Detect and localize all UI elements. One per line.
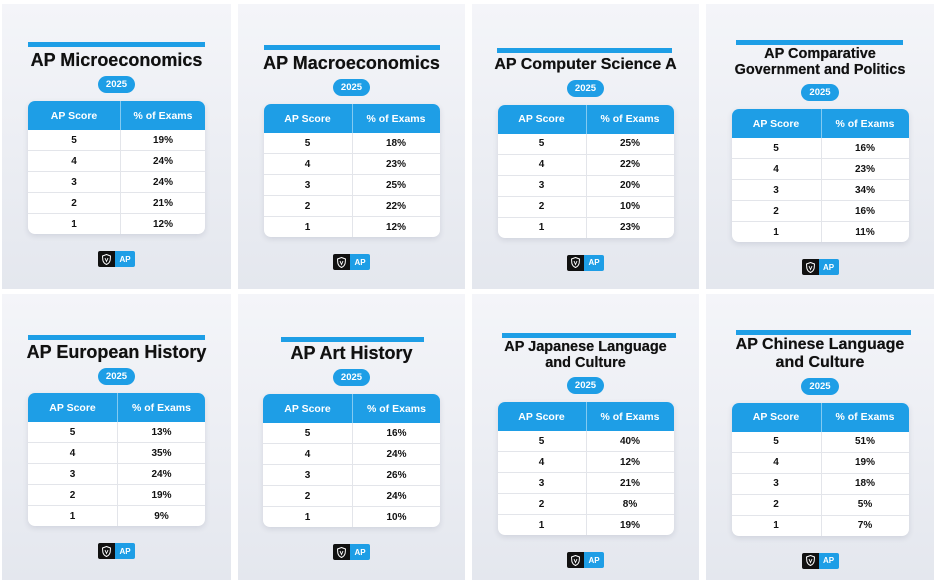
score-table: [732, 109, 909, 242]
college-board-shield-icon: [802, 553, 819, 569]
card-title: [736, 336, 905, 372]
ap-logo-text: AP: [819, 259, 839, 275]
percent-cell: 34%: [821, 180, 909, 200]
year-badge: 2025: [801, 84, 838, 101]
table-row: [732, 432, 909, 452]
table-header: [498, 402, 674, 431]
percent-cell: 12%: [120, 214, 205, 234]
year-badge: 2025: [333, 79, 370, 96]
table-header: [732, 403, 909, 432]
ap-logo-text: AP: [350, 254, 370, 270]
score-cell: 3: [773, 478, 779, 490]
shield-icon: [102, 254, 111, 265]
score-cell: 2: [538, 498, 545, 510]
percent-cell: 24%: [117, 464, 205, 484]
percent-cell: 10%: [352, 507, 440, 527]
header-percent-of-exams: % of Exams: [586, 402, 674, 431]
score-card: [706, 4, 934, 289]
percent-cell: 8%: [586, 494, 674, 514]
shield-icon: [571, 257, 580, 268]
card-title: [735, 46, 906, 78]
year-badge: 2025: [333, 369, 370, 386]
percent-cell: 16%: [352, 423, 440, 443]
score-cell: 4: [538, 456, 545, 468]
percent-cell: 22%: [586, 155, 674, 175]
score-cell: 1: [304, 511, 311, 523]
table-row: [28, 150, 205, 171]
score-cell: 5: [538, 138, 545, 150]
shield-icon: [806, 262, 815, 273]
score-cell: 3: [773, 184, 779, 196]
percent-cell: 18%: [821, 474, 909, 494]
ap-logo-text: AP: [350, 544, 370, 560]
score-cell: 4: [69, 447, 76, 459]
score-table: [264, 104, 440, 237]
card-title: [263, 53, 440, 73]
college-board-shield-icon: [567, 255, 584, 271]
percent-cell: 11%: [821, 222, 909, 242]
table-header: [498, 105, 674, 134]
score-cell: 5: [69, 426, 76, 438]
ap-logo-text: AP: [819, 553, 839, 569]
score-table: [28, 101, 205, 234]
score-card: [238, 4, 465, 289]
percent-cell: 10%: [586, 197, 674, 217]
card-title: [504, 339, 667, 371]
table-row: [28, 484, 205, 505]
score-card: [2, 294, 231, 580]
percent-cell: 24%: [352, 444, 440, 464]
percent-cell: 21%: [586, 473, 674, 493]
table-row: [498, 451, 674, 472]
table-row: [28, 505, 205, 526]
table-row: [498, 217, 674, 238]
percent-cell: 9%: [117, 506, 205, 526]
percent-cell: 21%: [120, 193, 205, 213]
college-board-shield-icon: [98, 251, 115, 267]
table-row: [264, 174, 440, 195]
header-ap-score: AP Score: [518, 113, 565, 126]
score-cell: 5: [304, 427, 311, 439]
header-ap-score: AP Score: [50, 109, 98, 122]
table-row: [732, 138, 909, 158]
table-row: [498, 154, 674, 175]
score-cell: 4: [773, 457, 779, 469]
score-cell: 4: [773, 163, 779, 175]
ap-logo: [333, 544, 370, 560]
header-percent-of-exams: % of Exams: [586, 105, 674, 134]
header-ap-score: AP Score: [284, 402, 331, 415]
year-badge: 2025: [567, 377, 604, 394]
table-row: [28, 463, 205, 484]
header-ap-score: AP Score: [518, 410, 565, 423]
ap-logo-text: AP: [115, 543, 135, 559]
percent-cell: 13%: [117, 422, 205, 442]
year-badge: 2025: [98, 76, 135, 93]
table-row: [732, 494, 909, 515]
table-row: [28, 171, 205, 192]
percent-cell: 25%: [352, 175, 440, 195]
table-row: [28, 192, 205, 213]
percent-cell: 25%: [586, 134, 674, 154]
score-cell: 4: [538, 159, 545, 171]
percent-cell: 24%: [120, 172, 205, 192]
header-percent-of-exams: % of Exams: [120, 101, 205, 130]
table-row: [732, 452, 909, 473]
score-cell: 2: [773, 205, 779, 217]
table-row: [498, 175, 674, 196]
card-title: [31, 50, 203, 70]
percent-cell: 18%: [352, 133, 440, 153]
score-cell: 3: [71, 176, 77, 188]
year-badge: 2025: [801, 378, 838, 395]
table-row: [263, 506, 440, 527]
score-cell: 1: [773, 226, 779, 238]
header-percent-of-exams: % of Exams: [821, 109, 909, 138]
table-row: [498, 472, 674, 493]
table-row: [732, 515, 909, 536]
table-header: [28, 393, 205, 422]
ap-logo-text: AP: [584, 255, 604, 271]
table-row: [264, 133, 440, 153]
score-table: [263, 394, 440, 527]
table-row: [732, 200, 909, 221]
score-cell: 2: [304, 490, 311, 502]
college-board-shield-icon: [333, 544, 350, 560]
percent-cell: 23%: [821, 159, 909, 179]
card-title-line: AP Microeconomics: [30, 50, 203, 70]
card-title-line: AP Macroeconomics: [263, 53, 440, 73]
ap-logo: [567, 255, 604, 271]
header-ap-score: AP Score: [284, 112, 331, 125]
score-cell: 4: [304, 448, 311, 460]
card-title-line: AP Computer Science A: [494, 56, 677, 73]
table-row: [732, 158, 909, 179]
ap-logo: [802, 259, 839, 275]
percent-cell: 19%: [586, 515, 674, 535]
table-row: [264, 216, 440, 237]
percent-cell: 35%: [117, 443, 205, 463]
percent-cell: 23%: [352, 154, 440, 174]
shield-icon: [571, 555, 580, 566]
score-cell: 5: [71, 134, 77, 146]
percent-cell: 20%: [586, 176, 674, 196]
percent-cell: 19%: [117, 485, 205, 505]
ap-logo: [98, 543, 135, 559]
table-row: [498, 493, 674, 514]
score-cell: 2: [69, 489, 76, 501]
score-cell: 1: [773, 520, 779, 532]
percent-cell: 24%: [120, 151, 205, 171]
shield-icon: [102, 546, 111, 557]
card-title-line: Government and Politics: [734, 62, 906, 79]
score-card: [2, 4, 231, 289]
card-title-line: AP Chinese Language: [735, 336, 905, 353]
table-row: [28, 442, 205, 463]
college-board-shield-icon: [333, 254, 350, 270]
score-card: [238, 294, 465, 580]
ap-logo-text: AP: [115, 251, 135, 267]
score-cell: 1: [69, 510, 76, 522]
score-table: [498, 105, 674, 238]
ap-logo: [567, 552, 604, 568]
percent-cell: 51%: [821, 432, 909, 452]
year-badge: 2025: [98, 368, 135, 385]
ap-logo-text: AP: [584, 552, 604, 568]
header-percent-of-exams: % of Exams: [117, 393, 205, 422]
percent-cell: 16%: [821, 138, 909, 158]
score-table: [498, 402, 674, 535]
header-percent-of-exams: % of Exams: [821, 403, 909, 432]
table-row: [264, 153, 440, 174]
score-cell: 5: [538, 435, 545, 447]
card-title-line: AP Japanese Language: [504, 339, 667, 355]
header-ap-score: AP Score: [49, 401, 96, 414]
percent-cell: 24%: [352, 486, 440, 506]
header-ap-score: AP Score: [752, 411, 800, 424]
table-row: [732, 473, 909, 494]
percent-cell: 19%: [821, 453, 909, 473]
card-title-line: AP European History: [26, 342, 207, 362]
table-row: [498, 514, 674, 535]
table-row: [263, 443, 440, 464]
percent-cell: 7%: [821, 516, 909, 536]
score-cell: 1: [304, 221, 311, 233]
ap-logo: [802, 553, 839, 569]
table-row: [28, 422, 205, 442]
card-title-line: AP Comparative: [764, 46, 876, 62]
card-title: [27, 342, 207, 362]
score-cell: 5: [773, 436, 779, 448]
score-cell: 4: [304, 158, 311, 170]
college-board-shield-icon: [802, 259, 819, 275]
score-cell: 3: [304, 469, 311, 481]
score-cell: 3: [304, 179, 311, 191]
score-cell: 5: [773, 142, 779, 154]
table-row: [263, 423, 440, 443]
score-cell: 5: [304, 137, 311, 149]
score-card: [472, 294, 699, 580]
year-badge: 2025: [567, 80, 604, 97]
score-card: [706, 294, 934, 580]
table-row: [498, 431, 674, 451]
score-cell: 1: [538, 222, 545, 234]
table-row: [263, 485, 440, 506]
card-title-line: and Culture: [775, 353, 865, 371]
college-board-shield-icon: [98, 543, 115, 559]
table-header: [263, 394, 440, 423]
score-card: [472, 4, 699, 289]
percent-cell: 16%: [821, 201, 909, 221]
table-row: [732, 179, 909, 200]
card-title: [494, 56, 676, 74]
header-percent-of-exams: % of Exams: [352, 394, 440, 423]
score-cell: 2: [773, 499, 779, 511]
percent-cell: 40%: [586, 431, 674, 451]
header-ap-score: AP Score: [752, 117, 800, 130]
score-cell: 1: [538, 519, 545, 531]
ap-logo: [98, 251, 135, 267]
score-cell: 2: [538, 201, 545, 213]
percent-cell: 22%: [352, 196, 440, 216]
college-board-shield-icon: [567, 552, 584, 568]
score-cell: 3: [538, 180, 545, 192]
score-cell: 2: [304, 200, 311, 212]
table-row: [498, 196, 674, 217]
percent-cell: 12%: [352, 217, 440, 237]
shield-icon: [806, 555, 815, 566]
ap-logo: [333, 254, 370, 270]
table-row: [28, 213, 205, 234]
table-row: [732, 221, 909, 242]
table-header: [28, 101, 205, 130]
score-cell: 1: [71, 218, 77, 230]
percent-cell: 5%: [821, 495, 909, 515]
table-row: [264, 195, 440, 216]
table-header: [264, 104, 440, 133]
score-table: [28, 393, 205, 526]
card-title-line: and Culture: [545, 355, 626, 372]
score-cell: 3: [69, 468, 76, 480]
score-table: [732, 403, 909, 536]
table-row: [263, 464, 440, 485]
table-row: [498, 134, 674, 154]
shield-icon: [337, 257, 346, 268]
percent-cell: 26%: [352, 465, 440, 485]
header-percent-of-exams: % of Exams: [352, 104, 440, 133]
score-cell: 3: [538, 477, 545, 489]
table-header: [732, 109, 909, 138]
shield-icon: [337, 547, 346, 558]
percent-cell: 19%: [120, 130, 205, 150]
percent-cell: 12%: [586, 452, 674, 472]
card-title: [290, 343, 412, 363]
table-row: [28, 130, 205, 150]
score-cell: 2: [71, 197, 77, 209]
percent-cell: 23%: [586, 218, 674, 238]
score-cell: 4: [71, 155, 77, 167]
card-title-line: AP Art History: [290, 343, 413, 363]
